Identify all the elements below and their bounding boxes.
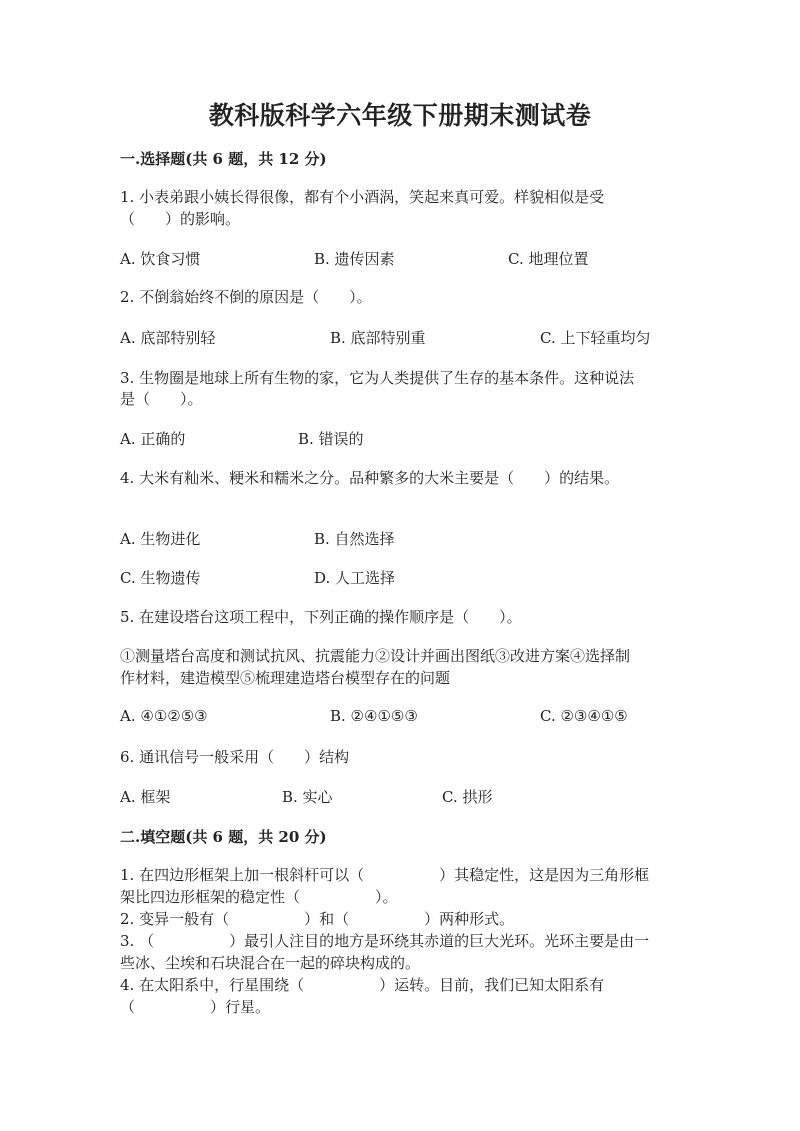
- section-heading-fill: 二.填空题(共 6 题，共 20 分): [120, 828, 327, 846]
- question-1-line-1: 1. 小表弟跟小姨长得很像，都有个小酒涡，笑起来真可爱。样貌相似是受: [120, 188, 605, 206]
- question-4-option-d: D. 人工选择: [314, 569, 396, 587]
- question-5-option-c: C. ②③④①⑤: [540, 707, 628, 725]
- fill-line-3: 2. 变异一般有（ ）和（ ）两种形式。: [120, 910, 515, 928]
- fill-line-2: 架比四边形框架的稳定性（ ）。: [120, 888, 398, 906]
- question-3-line-2: 是（ ）。: [120, 390, 203, 408]
- question-1-option-b: B. 遗传因素: [314, 250, 395, 268]
- question-5-sub-line-2: 作材料，建造模型⑤梳理建造塔台模型存在的问题: [120, 669, 451, 687]
- question-4-option-c: C. 生物遗传: [120, 569, 201, 587]
- section-heading-choice: 一.选择题(共 6 题，共 12 分): [120, 150, 327, 168]
- question-5-option-a: A. ④①②⑤③: [120, 707, 208, 725]
- question-1-option-a: A. 饮食习惯: [120, 250, 201, 268]
- fill-line-7: （ ）行星。: [120, 998, 271, 1016]
- page-title: 教科版科学六年级下册期末测试卷: [208, 101, 592, 130]
- question-2-option-b: B. 底部特别重: [330, 329, 426, 347]
- question-5-sub-line-1: ①测量塔台高度和测试抗风、抗震能力②设计并画出图纸③改进方案④选择制: [120, 647, 631, 665]
- fill-line-5: 些冰、尘埃和石块混合在一起的碎块构成的。: [120, 954, 421, 972]
- question-1-line-2: （ ）的影响。: [120, 210, 241, 228]
- question-6-option-a: A. 框架: [120, 788, 171, 806]
- fill-line-4: 3. （ ）最引人注目的地方是环绕其赤道的巨大光环。光环主要是由一: [120, 932, 650, 950]
- question-6-option-c: C. 拱形: [442, 788, 493, 806]
- question-4-line-1: 4. 大米有籼米、粳米和糯米之分。品种繁多的大米主要是（ ）的结果。: [120, 469, 620, 487]
- question-4-option-b: B. 自然选择: [314, 530, 395, 548]
- question-1-option-c: C. 地理位置: [508, 250, 589, 268]
- question-2-option-c: C. 上下轻重均匀: [540, 329, 651, 347]
- question-5-option-b: B. ②④①⑤③: [330, 707, 418, 725]
- question-2-line-1: 2. 不倒翁始终不倒的原因是（ ）。: [120, 288, 372, 306]
- fill-line-1: 1. 在四边形框架上加一根斜杆可以（ ）其稳定性，这是因为三角形框: [120, 866, 650, 884]
- question-5-line-1: 5. 在建设塔台这项工程中，下列正确的操作顺序是（ ）。: [120, 608, 522, 626]
- question-3-line-1: 3. 生物圈是地球上所有生物的家，它为人类提供了生存的基本条件。这种说法: [120, 369, 635, 387]
- question-4-option-a: A. 生物进化: [120, 530, 201, 548]
- question-6-line-1: 6. 通讯信号一般采用（ ）结构: [120, 748, 350, 766]
- question-3-option-a: A. 正确的: [120, 430, 186, 448]
- question-6-option-b: B. 实心: [282, 788, 333, 806]
- question-3-option-b: B. 错误的: [298, 430, 364, 448]
- question-2-option-a: A. 底部特别轻: [120, 329, 216, 347]
- fill-line-6: 4. 在太阳系中，行星围绕（ ）运转。目前，我们已知太阳系有: [120, 976, 605, 994]
